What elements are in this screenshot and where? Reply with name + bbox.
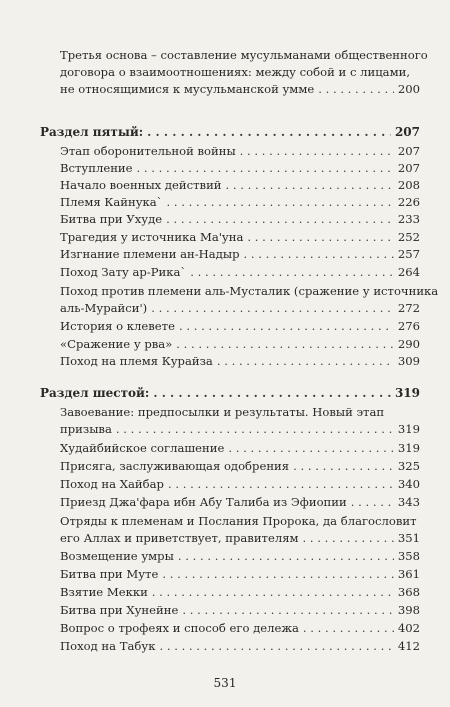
toc-entry-page: 272 bbox=[397, 301, 420, 315]
toc-entry-row bbox=[60, 143, 420, 160]
toc-entry-line: Отряды к племенам и Послания Пророка, да благословит bbox=[60, 514, 417, 528]
toc-entry-row bbox=[60, 620, 420, 637]
toc-entry bbox=[60, 47, 428, 98]
toc-entry-title: Раздел пятый: bbox=[40, 125, 144, 139]
dot-leader bbox=[293, 458, 394, 475]
toc-entry bbox=[60, 177, 420, 194]
toc-entry bbox=[60, 336, 420, 353]
toc-entry-title: Поход на Табук bbox=[60, 639, 156, 653]
toc-entry bbox=[60, 211, 420, 228]
toc-section-heading bbox=[40, 124, 420, 141]
toc-entry-row bbox=[60, 300, 420, 317]
toc-entry-page: 412 bbox=[397, 639, 420, 653]
toc-entry-row bbox=[60, 421, 420, 438]
dot-leader bbox=[182, 602, 394, 619]
toc-entry bbox=[60, 283, 439, 317]
dot-leader bbox=[226, 177, 394, 194]
toc-entry-title: не относящимися к мусульманской умме bbox=[60, 82, 315, 96]
toc-entry-page: 319 bbox=[397, 422, 420, 436]
dot-leader bbox=[116, 421, 394, 438]
toc-entry bbox=[60, 143, 420, 160]
toc-entry-page: 319 bbox=[397, 441, 420, 455]
toc-entry-page: 361 bbox=[397, 567, 420, 581]
toc-entry-title: Начало военных действий bbox=[60, 178, 222, 192]
dot-leader bbox=[159, 638, 393, 655]
dot-leader bbox=[153, 385, 391, 402]
toc-entry bbox=[60, 353, 420, 370]
dot-leader bbox=[162, 566, 394, 583]
toc-entry-title: Взятие Мекки bbox=[60, 585, 148, 599]
toc-entry-title: Битва при Муте bbox=[60, 567, 159, 581]
toc-entry bbox=[60, 264, 420, 281]
dot-leader bbox=[190, 264, 394, 281]
toc-entry-row bbox=[60, 353, 420, 370]
toc-entry-title: Возмещение умры bbox=[60, 549, 174, 563]
toc-entry-row bbox=[60, 602, 420, 619]
toc-entry-page: 208 bbox=[397, 178, 420, 192]
dot-leader bbox=[179, 318, 394, 335]
toc-entry-title: Худайбийское соглашение bbox=[60, 441, 225, 455]
toc-entry-title: Вступление bbox=[60, 161, 133, 175]
toc-entry bbox=[60, 513, 420, 547]
toc-entry-page: 226 bbox=[397, 195, 420, 209]
toc-entry-page: 252 bbox=[397, 230, 420, 244]
toc-entry-title: его Аллах и приветствует, правителям bbox=[60, 531, 299, 545]
toc-entry-row bbox=[60, 211, 420, 228]
dot-leader bbox=[303, 530, 394, 547]
toc-entry bbox=[60, 318, 420, 335]
dot-leader bbox=[303, 620, 394, 637]
toc-entry-page: 207 bbox=[394, 125, 420, 139]
dot-leader bbox=[244, 246, 394, 263]
dot-leader bbox=[166, 211, 394, 228]
toc-entry bbox=[60, 494, 420, 511]
dot-leader bbox=[168, 476, 394, 493]
toc-entry-row bbox=[60, 440, 420, 457]
toc-entry-title: Поход на Хайбар bbox=[60, 477, 164, 491]
toc-entry-row bbox=[60, 318, 420, 335]
toc-entry bbox=[60, 246, 420, 263]
dot-leader bbox=[166, 194, 393, 211]
toc-entry-line: Третья основа – составление мусульманами общественного bbox=[60, 48, 428, 62]
dot-leader bbox=[147, 124, 391, 141]
toc-entry-title: Изгнание племени ан-Надыр bbox=[60, 247, 240, 261]
toc-entry-title: Поход на племя Курайза bbox=[60, 354, 213, 368]
dot-leader bbox=[240, 143, 394, 160]
toc-entry-title: Трагедия у источника Ма'уна bbox=[60, 230, 244, 244]
toc-entry-page: 398 bbox=[397, 603, 420, 617]
dot-leader bbox=[247, 229, 393, 246]
toc-entry-line: Поход против племени аль-Мусталик (сражение у источника bbox=[60, 284, 439, 298]
toc-entry-page: 207 bbox=[397, 161, 420, 175]
toc-entry bbox=[60, 584, 420, 601]
toc-entry-row bbox=[60, 458, 420, 475]
toc-entry-line: договора о взаимоотношениях: между собой и с лицами, bbox=[60, 65, 411, 79]
toc-entry bbox=[60, 548, 420, 565]
toc-entry-row bbox=[60, 246, 420, 263]
toc-entry-page: 319 bbox=[394, 386, 420, 400]
toc-entry-title: Раздел шестой: bbox=[40, 386, 150, 400]
toc-entry-row bbox=[60, 548, 420, 565]
toc-entry-page: 309 bbox=[397, 354, 420, 368]
toc-entry-page: 264 bbox=[397, 265, 420, 279]
dot-leader bbox=[176, 336, 394, 353]
dot-leader bbox=[152, 584, 394, 601]
toc-entry-page: 207 bbox=[397, 144, 420, 158]
toc-entry-title: Присяга, заслуживающая одобрения bbox=[60, 459, 290, 473]
toc-entry-title: Приезд Джа'фара ибн Абу Талиба из Эфиопии bbox=[60, 495, 347, 509]
toc-entry-title: Битва при Хунейне bbox=[60, 603, 179, 617]
toc-entry-title: Поход Зату ар-Рика` bbox=[60, 265, 187, 279]
toc-entry-row bbox=[60, 336, 420, 353]
toc-entry-title: призыва bbox=[60, 422, 112, 436]
toc-entry bbox=[60, 404, 420, 438]
dot-leader bbox=[217, 353, 394, 370]
toc-entry-row bbox=[60, 476, 420, 493]
toc-entry-row bbox=[60, 264, 420, 281]
toc-entry-title: Вопрос о трофеях и способ его дележа bbox=[60, 621, 299, 635]
toc-entry-row bbox=[60, 160, 420, 177]
toc-entry-page: 325 bbox=[397, 459, 420, 473]
toc-entry-title: Битва при Ухуде bbox=[60, 212, 163, 226]
toc-entry bbox=[60, 602, 420, 619]
toc-entry-row bbox=[60, 638, 420, 655]
toc-entry-page: 276 bbox=[397, 319, 420, 333]
toc-entry bbox=[60, 440, 420, 457]
dot-leader bbox=[137, 160, 394, 177]
toc-entry bbox=[60, 566, 420, 583]
toc-entry-row bbox=[40, 124, 420, 141]
page-number: 531 bbox=[213, 676, 237, 690]
dot-leader bbox=[228, 440, 394, 457]
toc-entry-title: «Сражение у рва» bbox=[60, 337, 173, 351]
toc-entry-title: аль-Мурайси') bbox=[60, 301, 148, 315]
toc-entry bbox=[60, 160, 420, 177]
toc-entry-row bbox=[60, 530, 420, 547]
toc-entry-row bbox=[40, 385, 420, 402]
toc-entry-page: 200 bbox=[397, 82, 420, 96]
toc-entry-row bbox=[60, 81, 420, 98]
toc-entry-row bbox=[60, 566, 420, 583]
toc-entry bbox=[60, 458, 420, 475]
dot-leader bbox=[351, 494, 394, 511]
toc-entry-page: 402 bbox=[397, 621, 420, 635]
toc-entry-row bbox=[60, 194, 420, 211]
toc-entry-page: 343 bbox=[397, 495, 420, 509]
toc-entry bbox=[60, 194, 420, 211]
toc-entry-page: 368 bbox=[397, 585, 420, 599]
toc-entry bbox=[60, 229, 420, 246]
toc-entry bbox=[60, 638, 420, 655]
toc-entry-page: 351 bbox=[397, 531, 420, 545]
toc-entry-page: 358 bbox=[397, 549, 420, 563]
toc-entry-page: 233 bbox=[397, 212, 420, 226]
toc-entry-page: 290 bbox=[397, 337, 420, 351]
toc-entry-row bbox=[60, 177, 420, 194]
toc-entry bbox=[60, 476, 420, 493]
dot-leader bbox=[151, 300, 394, 317]
toc-entry-page: 257 bbox=[397, 247, 420, 261]
toc-entry bbox=[60, 620, 420, 637]
toc-entry-line: Завоевание: предпосылки и результаты. Новый этап bbox=[60, 405, 385, 419]
toc-entry-row bbox=[60, 584, 420, 601]
dot-leader bbox=[318, 81, 394, 98]
toc-entry-page: 340 bbox=[397, 477, 420, 491]
dot-leader bbox=[178, 548, 394, 565]
toc-section-heading bbox=[40, 385, 420, 402]
toc-entry-row bbox=[60, 494, 420, 511]
toc-entry-title: Племя Кайнука` bbox=[60, 195, 163, 209]
toc-entry-row bbox=[60, 229, 420, 246]
toc-entry-title: История о клевете bbox=[60, 319, 175, 333]
toc-entry-title: Этап оборонительной войны bbox=[60, 144, 236, 158]
